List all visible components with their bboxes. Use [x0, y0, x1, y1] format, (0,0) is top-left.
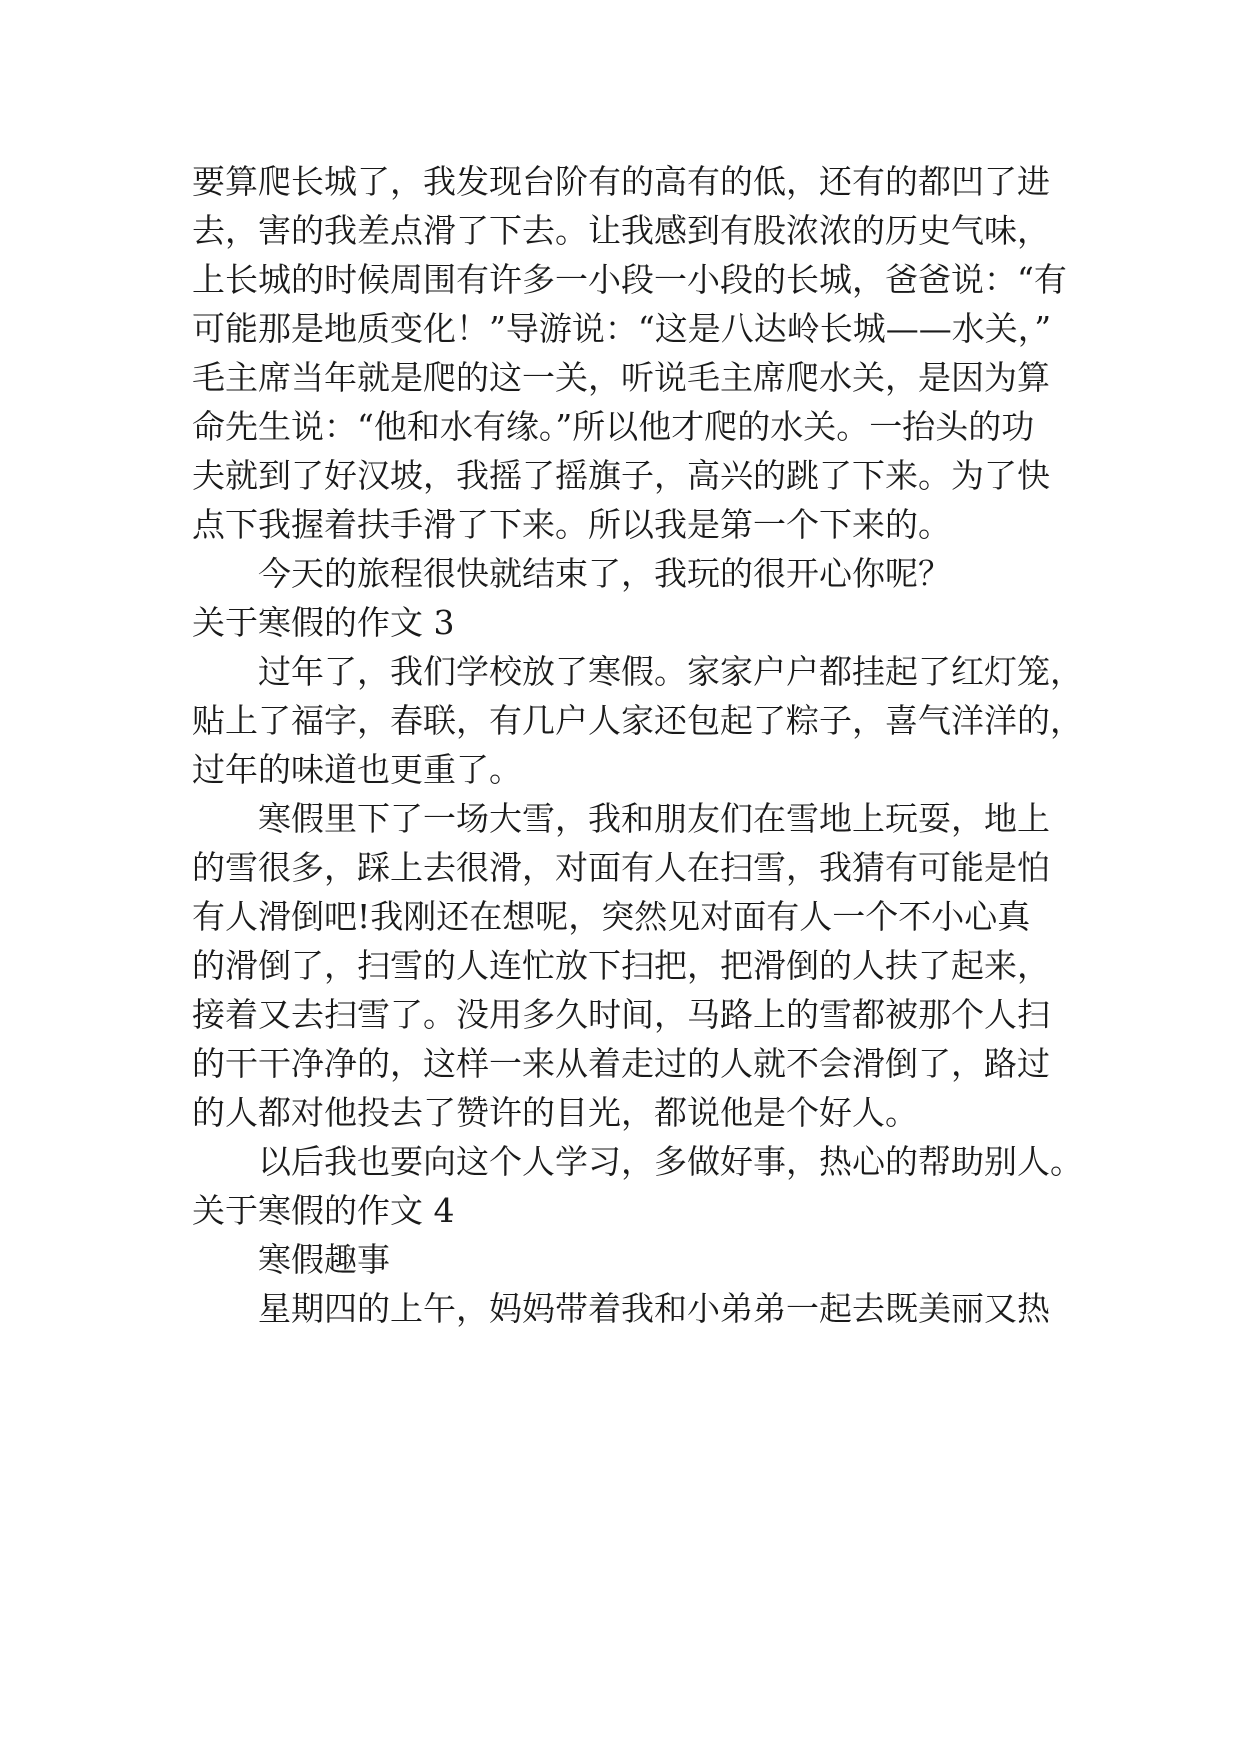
- text-line: 点下我握着扶手滑了下来。所以我是第一个下来的。: [192, 505, 951, 544]
- text-line: 星期四的上午，妈妈带着我和小弟弟一起去既美丽又热: [258, 1289, 1050, 1328]
- text-line: 去，害的我差点滑了下去。让我感到有股浓浓的历史气味，: [192, 211, 1050, 250]
- heading-text: 关于寒假的作文 4: [192, 1191, 455, 1230]
- text-line: 的干干净净的，这样一来从着走过的人就不会滑倒了，路过: [192, 1044, 1050, 1083]
- text-line: 寒假里下了一场大雪，我和朋友们在雪地上玩耍，地上: [258, 799, 1050, 838]
- text-line: 接着又去扫雪了。没用多久时间，马路上的雪都被那个人扫: [192, 995, 1050, 1034]
- text-line: 上长城的时候周围有许多一小段一小段的长城，爸爸说：“有: [192, 260, 1067, 299]
- text-line: 的雪很多，踩上去很滑，对面有人在扫雪，我猜有可能是怕: [192, 848, 1050, 887]
- text-line: 夫就到了好汉坡，我摇了摇旗子，高兴的跳了下来。为了快: [192, 456, 1050, 495]
- paragraph: [192, 549, 1082, 598]
- text-line: 寒假趣事: [258, 1240, 390, 1279]
- text-line: 过年了，我们学校放了寒假。家家户户都挂起了红灯笼，: [258, 652, 1083, 691]
- text-line: 的滑倒了，扫雪的人连忙放下扫把，把滑倒的人扶了起来，: [192, 946, 1050, 985]
- text-line: 命先生说：“他和水有缘。”所以他才爬的水关。一抬头的功: [192, 407, 1035, 446]
- text-line: 有人滑倒吧!我刚还在想呢，突然见对面有人一个不小心真: [192, 897, 1031, 936]
- text-line: 要算爬长城了，我发现台阶有的高有的低，还有的都凹了进: [192, 162, 1050, 201]
- paragraph: [192, 794, 1082, 1137]
- paragraph: [192, 647, 1082, 794]
- text-line: 以后我也要向这个人学习，多做好事，热心的帮助别人。: [258, 1142, 1083, 1181]
- text-line: 的人都对他投去了赞许的目光，都说他是个好人。: [192, 1093, 918, 1132]
- section-heading: [192, 598, 1082, 647]
- document-body: [192, 157, 1082, 1333]
- text-line: 贴上了福字，春联，有几户人家还包起了粽子，喜气洋洋的，: [192, 701, 1083, 740]
- text-line: 毛主席当年就是爬的这一关，听说毛主席爬水关，是因为算: [192, 358, 1050, 397]
- heading-text: 关于寒假的作文 3: [192, 603, 455, 642]
- paragraph: [192, 157, 1082, 549]
- text-line: 可能那是地质变化！”导游说：“这是八达岭长城——水关，”: [192, 309, 1052, 348]
- section-heading: [192, 1186, 1082, 1235]
- text-line: 今天的旅程很快就结束了，我玩的很开心你呢？: [258, 554, 951, 593]
- paragraph: [192, 1235, 1082, 1284]
- paragraph: [192, 1137, 1082, 1186]
- text-line: 过年的味道也更重了。: [192, 750, 522, 789]
- paragraph: [192, 1284, 1082, 1333]
